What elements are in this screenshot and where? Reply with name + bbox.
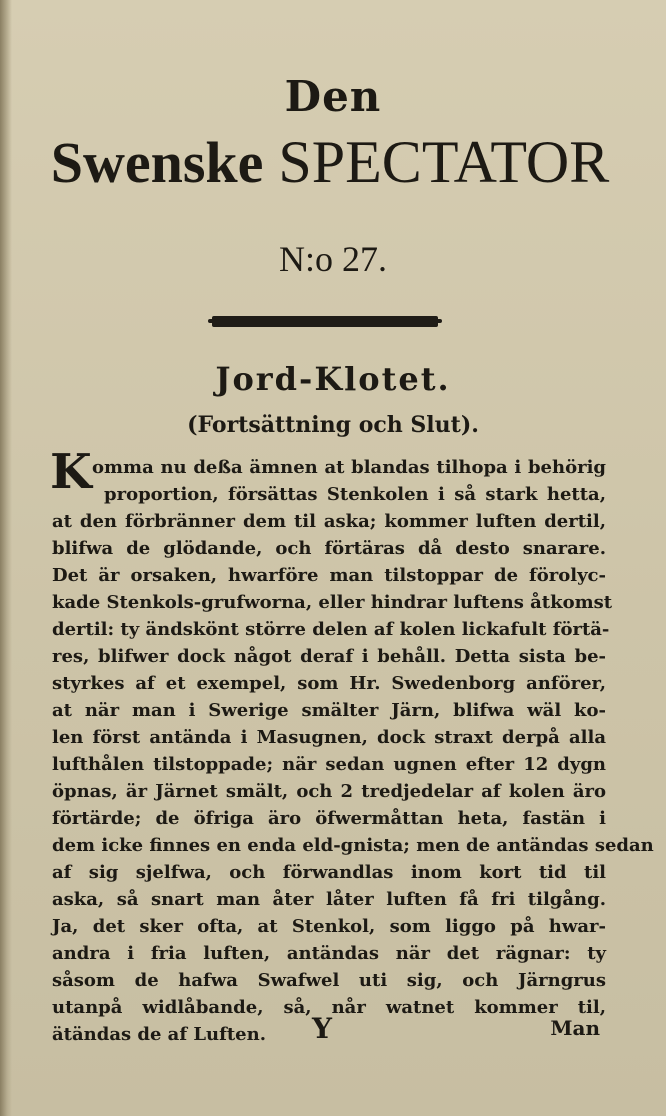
article-subtitle: (Fortsättning och Slut). xyxy=(187,412,479,438)
body-line: blifwa de glödande, och förtäras då desto snarare. xyxy=(52,538,606,559)
body-line: proportion, försättas Stenkolen i så stark hetta, xyxy=(104,484,606,505)
page-binding-edge xyxy=(0,0,12,1116)
body-line: förtärde; de öfriga äro öfwermåttan heta, fastän i xyxy=(52,808,606,829)
body-line: lufthålen tilstoppade; när sedan ugnen efter 12 dygn xyxy=(52,754,606,775)
body-line: Ja, det sker ofta, at Stenkol, som liggo på hwar- xyxy=(52,916,606,937)
body-line: aska, så snart man åter låter luften få fri tilgång. xyxy=(52,889,606,910)
body-line: såsom de hafwa Swafwel uti sig, och Järngrus xyxy=(52,970,606,991)
page-footer xyxy=(0,1012,666,1052)
body-line: kade Stenkols-grufworna, eller hindrar luftens åtkomst xyxy=(52,592,613,613)
masthead-svenske: Swenske xyxy=(50,130,264,195)
signature-mark: Y xyxy=(312,1012,332,1045)
body-line: utanpå widlåbande, så, når watnet kommer til, xyxy=(52,997,606,1018)
masthead-den: Den xyxy=(284,72,382,121)
body-line: at den förbränner dem til aska; kommer luften dertil, xyxy=(52,511,606,532)
catchword: Man xyxy=(550,1016,600,1040)
body-line: öpnas, är Järnet smält, och 2 tredjedelar af kolen äro xyxy=(52,781,606,802)
body-line: Det är orsaken, hwarföre man tilstoppar de förolyc- xyxy=(52,565,606,586)
body-line-text: omma nu deßa ämnen at blandas tilhopa i behörig xyxy=(92,457,606,478)
body-line: len först antända i Masugnen, dock straxt derpå alla xyxy=(52,727,606,748)
masthead-spectator: SPECTATOR xyxy=(278,129,610,195)
body-line: styrkes af et exempel, som Hr. Swedenborg anförer, xyxy=(52,673,606,694)
body-line: ätändas de af Luften. xyxy=(52,1024,266,1045)
drop-cap: K xyxy=(50,444,92,500)
body-line: res, blifwer dock något deraf i behåll. Detta sista be- xyxy=(52,646,606,667)
article-title: Jord-Klotet. xyxy=(215,360,451,398)
body-line: af sig sjelfwa, och förwandlas inom kort tid til xyxy=(52,862,606,883)
body-line: andra i fria luften, antändas när det rägnar: ty xyxy=(52,943,606,964)
article-body xyxy=(50,444,654,1048)
body-line: dem icke finnes en enda eld-gnista; men de antändas sedan xyxy=(52,835,654,856)
body-line: at när man i Swerige smälter Järn, blifwa wäl ko- xyxy=(52,700,606,721)
ornamental-rule xyxy=(212,316,438,327)
masthead-title xyxy=(30,128,630,197)
body-line: dertil: ty ändskönt större delen af kolen lickafult förtä- xyxy=(52,619,610,640)
issue-number: N:o 27. xyxy=(279,239,387,279)
